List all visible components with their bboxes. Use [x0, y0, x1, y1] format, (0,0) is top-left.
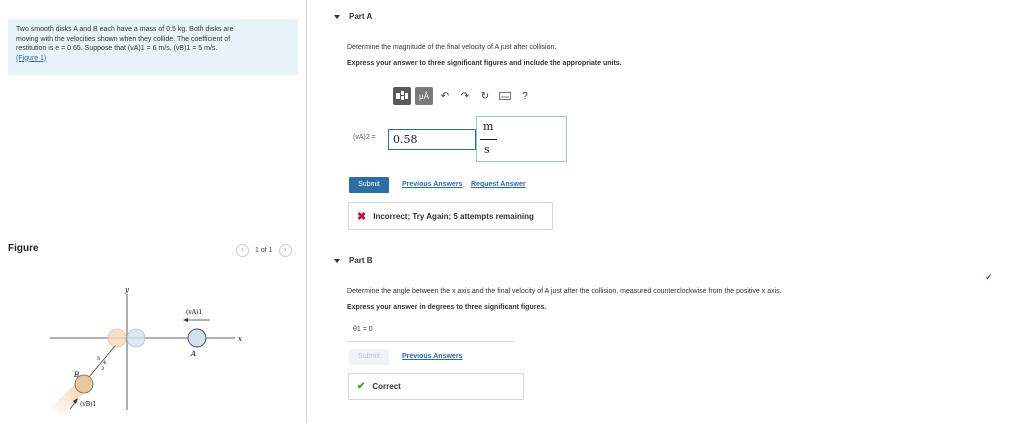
problem-line-2: moving with the velocities shown when they collide. The coefficient of — [16, 35, 231, 43]
problem-line-3: restitution is e = 0.65. Suppose that (vA)1 = 6 m/s, (vB)1 = 5 m/s. — [16, 45, 218, 52]
column-divider — [306, 0, 307, 423]
disk-a-label: A — [191, 350, 197, 358]
figure-link[interactable]: (Figure 1) — [16, 54, 47, 62]
slope-label-5: 5 — [97, 356, 101, 362]
collapse-caret-icon[interactable] — [334, 259, 340, 263]
request-answer-link[interactable]: Request Answer — [471, 181, 526, 188]
templates-icon — [396, 91, 408, 101]
collapse-caret-icon[interactable] — [334, 15, 340, 19]
redo-icon[interactable]: ↷ — [460, 90, 470, 102]
part-b-title: Part B — [349, 256, 373, 265]
part-b-answer: θ1 = 0 — [347, 321, 515, 342]
figure-pager — [236, 244, 292, 257]
problem-statement — [8, 19, 298, 75]
part-a-feedback-text: Incorrect; Try Again; 5 attempts remaining — [373, 211, 534, 221]
part-a-feedback — [348, 202, 553, 230]
part-b-question: Determine the angle between the x axis and the final velocity of A just after the collision, measured counterclockwise from the positive x axis. — [347, 288, 782, 295]
part-a-instruction: Express your answer to three significant figures and include the appropriate units. — [347, 60, 622, 67]
velocity-a-label: (vA)1 — [186, 309, 203, 316]
problem-line-1: Two smooth disks A and B each have a mass of 0.5 kg. Both disks are — [16, 26, 234, 33]
part-b-submit-button: Submit — [349, 349, 389, 365]
unit-numerator: m — [483, 120, 494, 133]
disk-b-label: B — [74, 371, 80, 379]
part-a-value-input[interactable]: 0.58 — [388, 129, 476, 150]
part-a-header[interactable] — [334, 12, 372, 21]
part-b-complete-check-icon: ✓ — [985, 272, 993, 282]
slope-label-4: 4 — [103, 360, 107, 366]
incorrect-x-icon: ✖ — [357, 210, 367, 223]
undo-icon[interactable]: ↶ — [440, 90, 450, 102]
part-b-feedback — [348, 373, 524, 400]
unit-fraction-bar — [480, 139, 497, 140]
unit-denominator: s — [484, 143, 490, 156]
velocity-b-label: (vB)1 — [80, 401, 97, 408]
part-a-question: Determine the magnitude of the final velocity of A just after collision. — [347, 44, 557, 51]
disk-a — [188, 329, 206, 347]
part-b-previous-answers-link[interactable]: Previous Answers — [402, 353, 463, 360]
units-symbol-button[interactable]: μÅ — [415, 87, 433, 105]
x-axis-label: x — [238, 335, 242, 343]
part-a-submit-button[interactable]: Submit — [349, 177, 389, 193]
help-button[interactable]: ? — [522, 90, 528, 102]
reset-icon[interactable]: ↻ — [480, 90, 490, 102]
prev-figure-button[interactable]: ‹ — [236, 244, 249, 257]
disk-b-collision-ghost — [108, 329, 126, 347]
y-axis-label: y — [125, 286, 129, 294]
part-a-previous-answers-link[interactable]: Previous Answers — [402, 181, 463, 188]
velocity-a-arrowhead — [183, 318, 188, 322]
disk-a-collision-ghost — [127, 329, 145, 347]
collision-diagram — [40, 280, 270, 420]
part-b-header[interactable] — [334, 256, 373, 265]
correct-check-icon: ✔ — [357, 381, 366, 392]
templates-button[interactable] — [393, 87, 411, 105]
figure-heading: Figure — [8, 243, 39, 254]
slope-label-3: 3 — [101, 366, 105, 372]
part-a-answer-label: (vA)2 = — [353, 134, 376, 141]
part-b-instruction: Express your answer in degrees to three significant figures. — [347, 304, 547, 311]
part-a-title: Part A — [349, 12, 373, 21]
figure-page-indicator: 1 of 1 — [255, 247, 273, 254]
math-toolbar — [393, 85, 533, 107]
part-b-feedback-text: Correct — [372, 382, 401, 391]
keyboard-icon[interactable] — [497, 88, 513, 104]
next-figure-button[interactable]: › — [279, 244, 292, 257]
